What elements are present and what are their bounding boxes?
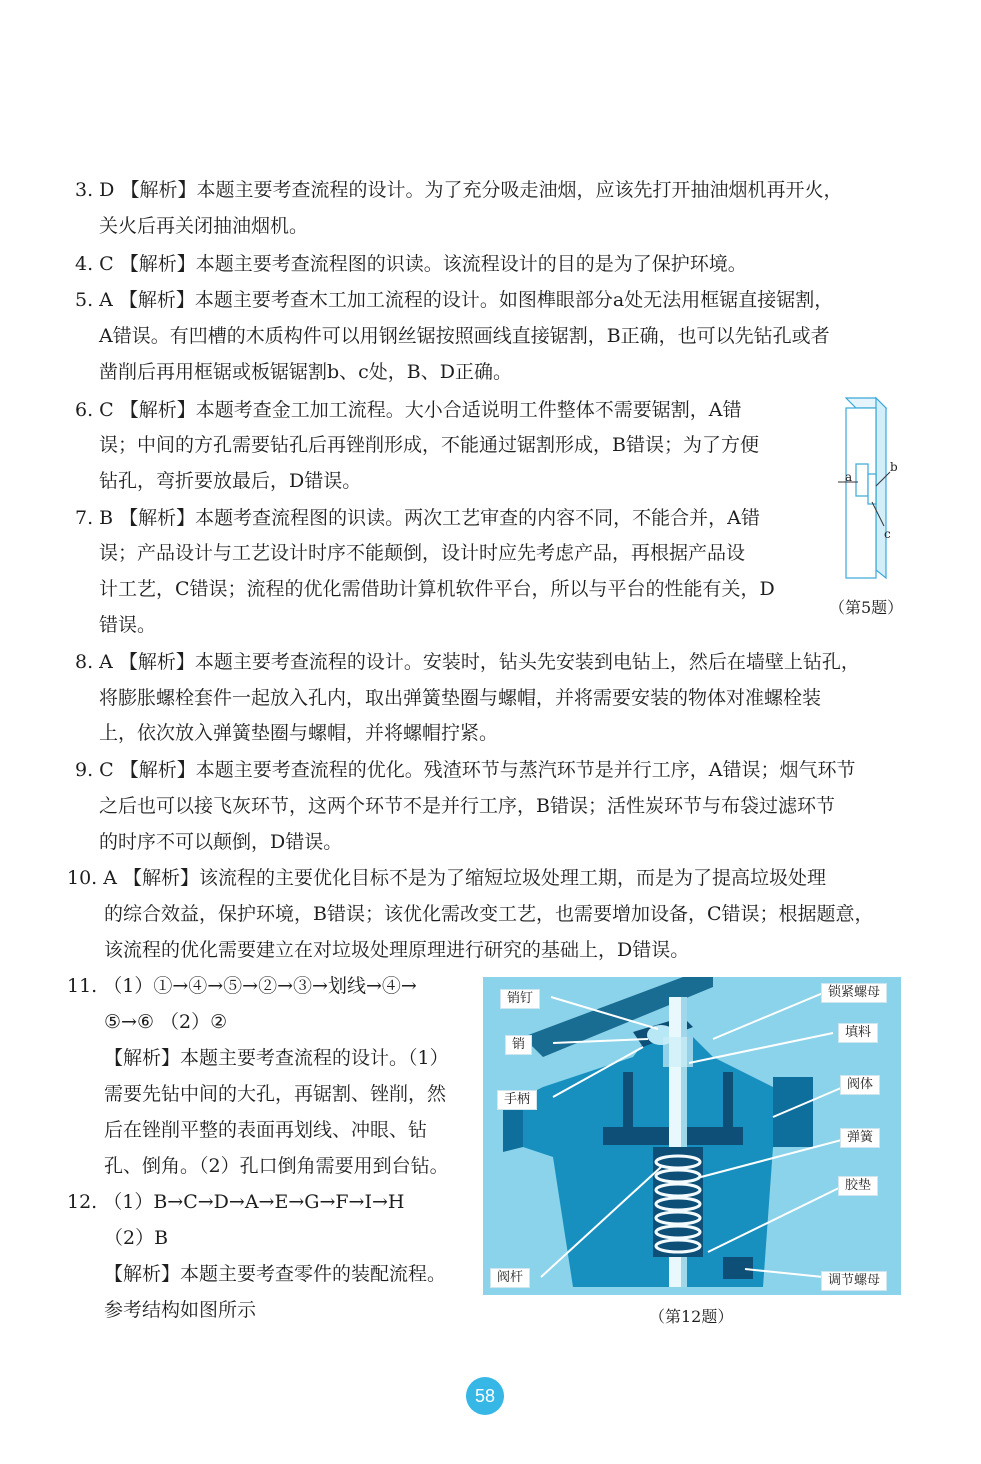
answer-q8-line-2: 将膨胀螺栓套件一起放入孔内，取出弹簧垫圈与螺帽，并将需要安装的物体对准螺栓装 bbox=[99, 687, 822, 709]
answer-q11-line-4: 需要先钻中间的大孔，再锯割、锉削，然 bbox=[104, 1083, 447, 1105]
answer-q12-line-2: （2）B bbox=[104, 1227, 169, 1249]
answer-q3-line-1: 3. D 【解析】本题主要考查流程的设计。为了充分吸走油烟，应该先打开抽油烟机再开火， bbox=[75, 179, 843, 201]
answer-q7-line-2: 误；产品设计与工艺设计时序不能颠倒，设计时应先考虑产品，再根据产品设 bbox=[99, 542, 746, 564]
answer-q7-line-4: 错误。 bbox=[99, 614, 157, 636]
label-adjust-nut: 调节螺母 bbox=[821, 1271, 887, 1291]
answer-q6-line-3: 钻孔，弯折要放最后，D错误。 bbox=[99, 470, 362, 492]
answer-q10-line-3: 该流程的优化需要建立在对垃圾处理原理进行研究的基础上，D错误。 bbox=[104, 939, 690, 961]
figure-5-caption: （第5题） bbox=[829, 598, 904, 617]
answer-q9-line-2: 之后也可以接飞灰环节，这两个环节不是并行工序，B错误；活性炭环节与布袋过滤环节 bbox=[99, 795, 835, 817]
label-handle: 手柄 bbox=[497, 1090, 537, 1110]
answer-q10-line-1: 10. A 【解析】该流程的主要优化目标不是为了缩短垃圾处理工期，而是为了提高垃圾处理 bbox=[67, 867, 827, 889]
answer-q11-line-2: ⑤→⑥ （2）② bbox=[104, 1011, 228, 1033]
figure-5-label-a: a bbox=[845, 470, 853, 484]
answer-q9-line-1: 9. C 【解析】本题主要考查流程的优化。残渣环节与蒸汽环节是并行工序，A错误；烟气环节 bbox=[75, 759, 856, 781]
answer-q5-line-1: 5. A 【解析】本题主要考查木工加工流程的设计。如图榫眼部分a处无法用框锯直接锯割， bbox=[75, 289, 834, 311]
label-stem: 阀杆 bbox=[490, 1268, 530, 1288]
page-number-badge: 58 bbox=[466, 1377, 504, 1415]
label-pin-nail: 销钉 bbox=[500, 989, 540, 1009]
answer-q6-line-1: 6. C 【解析】本题考查金工加工流程。大小合适说明工件整体不需要锯割，A错 bbox=[75, 399, 742, 421]
answer-q5-line-2: A错误。有凹槽的木质构件可以用钢丝锯按照画线直接锯割，B正确，也可以先钻孔或者 bbox=[99, 325, 830, 347]
label-packing: 填料 bbox=[838, 1023, 878, 1043]
figure-5-label-b: b bbox=[890, 460, 898, 474]
answer-q11-line-1: 11. （1）①→④→⑤→②→③→划线→④→ bbox=[67, 975, 417, 997]
answer-q9-line-3: 的时序不可以颠倒，D错误。 bbox=[99, 831, 343, 853]
answer-q12-line-1: 12. （1）B→C→D→A→E→G→F→I→H bbox=[67, 1191, 405, 1213]
figure-5-label-c: c bbox=[884, 527, 891, 541]
answer-q8-line-1: 8. A 【解析】本题主要考查流程的设计。安装时，钻头先安装到电钻上，然后在墙壁上钻孔， bbox=[75, 651, 860, 673]
answer-q5-line-3: 凿削后再用框锯或板锯锯割b、c处，B、D正确。 bbox=[99, 361, 513, 383]
figure-5-tenon-diagram bbox=[832, 390, 912, 600]
label-spring: 弹簧 bbox=[840, 1128, 880, 1148]
answer-q12-line-4: 参考结构如图所示 bbox=[104, 1299, 257, 1321]
answer-q11-line-6: 孔、倒角。（2）孔口倒角需要用到台钻。 bbox=[104, 1155, 449, 1177]
figure-12-valve-diagram bbox=[483, 977, 901, 1295]
answer-q11-line-5: 后在锉削平整的表面再划线、冲眼、钻 bbox=[104, 1119, 428, 1141]
label-lock-nut: 锁紧螺母 bbox=[821, 983, 887, 1003]
answer-q4-line-1: 4. C 【解析】本题主要考查流程图的识读。该流程设计的目的是为了保护环境。 bbox=[75, 253, 747, 275]
figure-12-caption: （第12题） bbox=[649, 1307, 734, 1326]
label-pin: 销 bbox=[505, 1035, 532, 1055]
answer-q3-line-2: 关火后再关闭抽油烟机。 bbox=[99, 215, 309, 237]
answer-q6-line-2: 误；中间的方孔需要钻孔后再锉削形成，不能通过锯割形成，B错误；为了方便 bbox=[99, 434, 759, 456]
label-valve-body: 阀体 bbox=[840, 1075, 880, 1095]
label-gasket: 胶垫 bbox=[838, 1176, 878, 1196]
answer-q7-line-1: 7. B 【解析】本题考查流程图的识读。两次工艺审查的内容不同，不能合并，A错 bbox=[75, 507, 760, 529]
answer-q11-line-3: 【解析】本题主要考查流程的设计。（1） bbox=[104, 1047, 449, 1069]
answer-q10-line-2: 的综合效益，保护环境，B错误；该优化需改变工艺，也需要增加设备，C错误；根据题意， bbox=[104, 903, 874, 925]
answer-q7-line-3: 计工艺，C错误；流程的优化需借助计算机软件平台，所以与平台的性能有关，D bbox=[99, 578, 775, 600]
answer-q8-line-3: 上，依次放入弹簧垫圈与螺帽，并将螺帽拧紧。 bbox=[99, 722, 499, 744]
answer-q12-line-3: 【解析】本题主要考查零件的装配流程。 bbox=[104, 1263, 447, 1285]
